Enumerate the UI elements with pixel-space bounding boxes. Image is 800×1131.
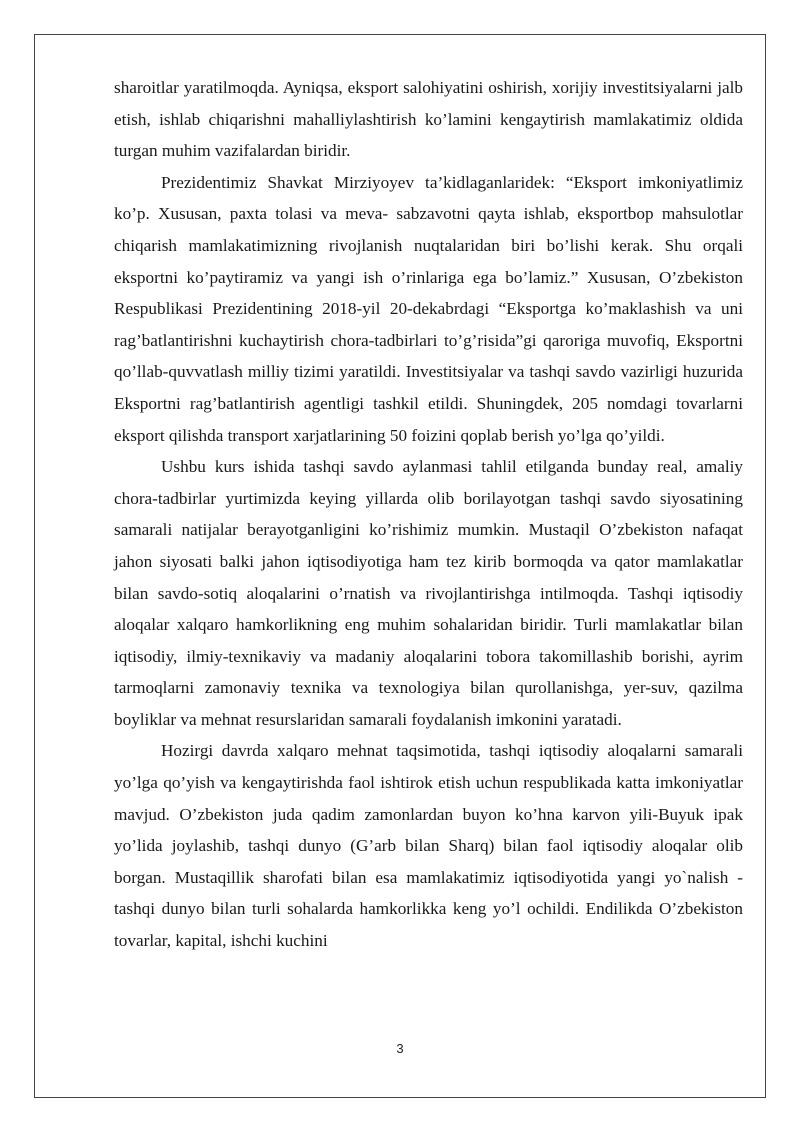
document-body — [114, 72, 743, 957]
paragraph-3: Ushbu kurs ishida tashqi savdo aylanmasi tahlil etilganda bunday real, amaliy chora-tadbirlar yurtimizda keying yillarda olib borilayotgan tashqi savdo siyosatining samarali natijalar berayotganligini ko’rishimiz mumkin. Mustaqil O’zbekiston nafaqat jahon siyosati balki jahon iqtisodiyotiga ham tez kirib bormoqda va qator mamlakatlar bilan savdo-sotiq aloqalarini o’rnatish va rivojlantirishga intilmoqda. Tashqi iqtisodiy aloqalar xalqaro hamkorlikning eng muhim sohalaridan biridir. Turli mamlakatlar bilan iqtisodiy, ilmiy-texnikaviy va madaniy aloqalarini tobora takomillashib borishi, ayrim tarmoqlarni zamonaviy texnika va texnologiya bilan qurollanishga, yer-suv, qazilma boyliklar va mehnat resurslaridan samarali foydalanish imkonini yaratadi. — [114, 457, 743, 729]
paragraph-4: Hozirgi davrda xalqaro mehnat taqsimotida, tashqi iqtisodiy aloqalarni samarali yo’lga qo’yish va kengaytirishda faol ishtirok etish uchun respublikada katta imkoniyatlar mavjud. O’zbekiston juda qadim zamonlardan buyon ko’hna karvon yili-Buyuk ipak yo’lida joylashib, tashqi dunyo (G’arb bilan Sharq) bilan faol iqtisodiy aloqalar olib borgan. Mustaqillik sharofati bilan esa mamlakatimiz iqtisodiyotida yangi yo`nalish - tashqi dunyo bilan turli sohalarda hamkorlikka keng yo’l ochildi. Endilikda O’zbekiston tovarlar, kapital, ishchi kuchini — [114, 741, 743, 951]
paragraph-1: sharoitlar yaratilmoqda. Ayniqsa, eksport salohiyatini oshirish, xorijiy investitsiyalarni jalb etish, ishlab chiqarishni mahalliylashtirish ko’lamini kengaytirish mamlakatimiz oldida turgan muhim vazifalardan biridir. — [114, 78, 743, 161]
paragraph-2: Prezidentimiz Shavkat Mirziyoyev ta’kidlaganlaridek: “Eksport imkoniyatlimiz ko’p. Xususan, paxta tolasi va meva- sabzavotni qayta ishlab, eksportbop mahsulotlar chiqarish mamlakatimizning rivojlanish nuqtalaridan biri bo’lishi kerak. Shu orqali eksportni ko’paytiramiz va yangi ish o’rinlariga ega bo’lamiz.” Xususan, O’zbekiston Respublikasi Prezidentining 2018-yil 20-dekabrdagi “Eksportga ko’maklashish va uni rag’batlantirishni kuchaytirish chora-tadbirlari to’g’risida”gi qaroriga muvofiq, Eksportni qo’llab-quvvatlash milliy tizimi yaratildi. Investitsiyalar va tashqi savdo vazirligi huzurida Eksportni rag’batlantirish agentligi tashkil etildi. Shuningdek, 205 nomdagi tovarlarni eksport qilishda transport xarjatlarining 50 foizini qoplab berish yo’lga qo’yildi. — [114, 172, 743, 445]
page-number: 3 — [396, 1041, 404, 1056]
